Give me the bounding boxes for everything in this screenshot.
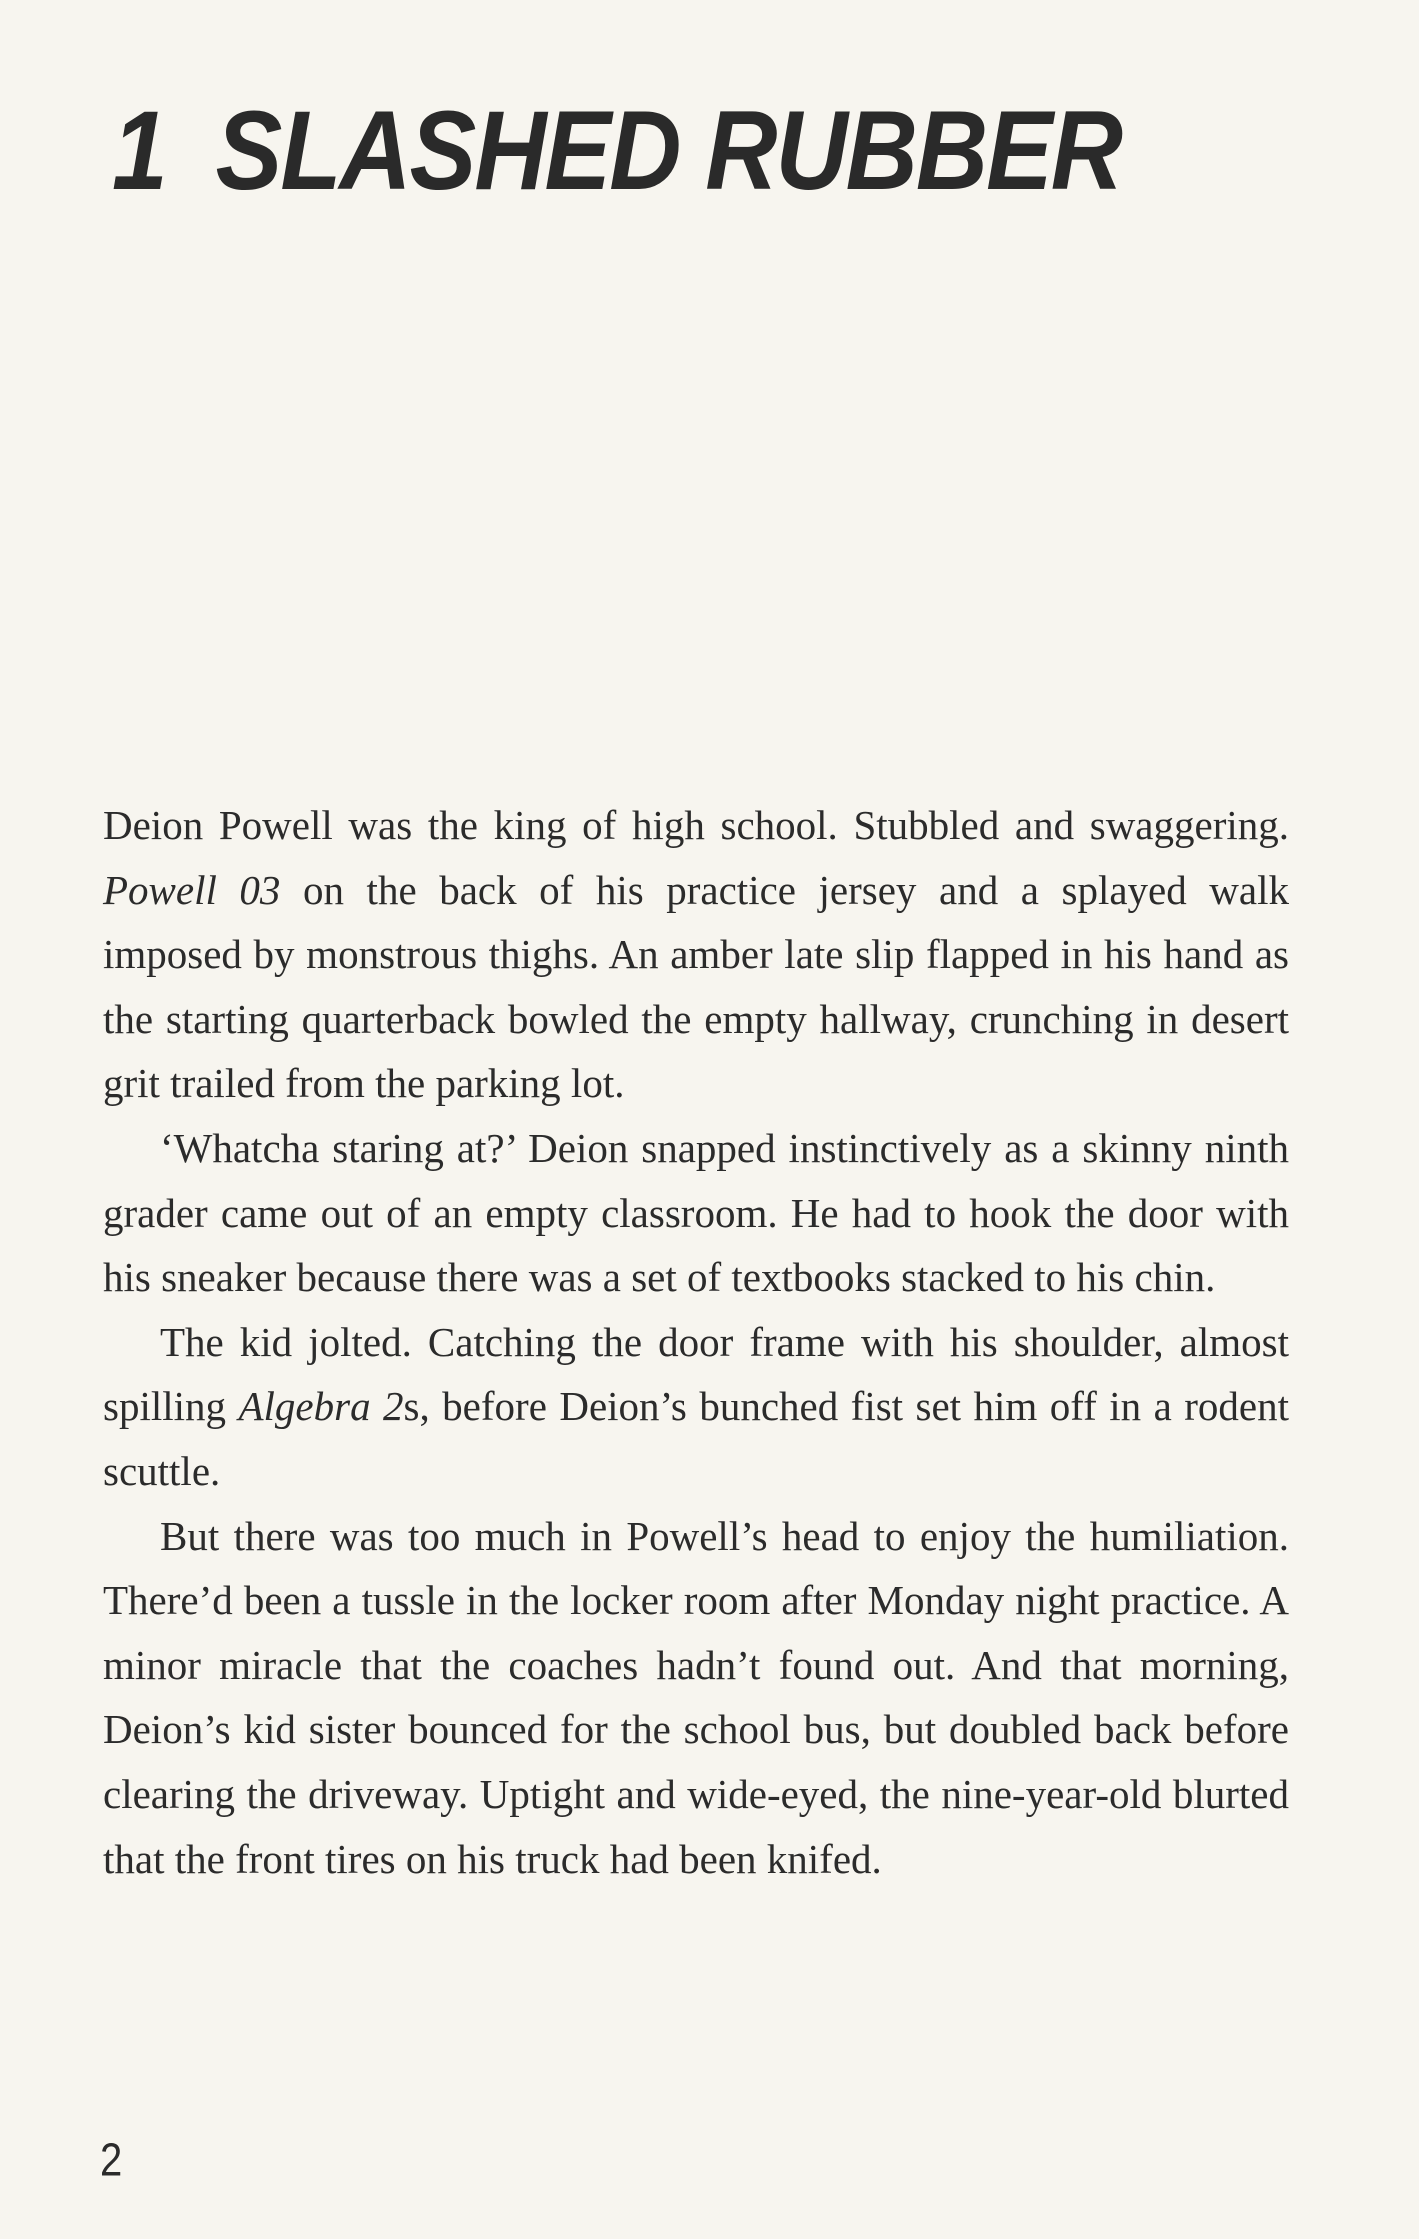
book-title-italic: Algebra 2 [238,1383,404,1430]
page-number: 2 [100,2135,123,2186]
paragraph-1-text-end: on the back of his practice jersey and a splayed walk imposed by monstrous thighs. An amber late slip flapped in his hand as the starting quarterback bowled the empty hallway, crunching in desert grit trailed from the parking lot. [103,866,1289,1107]
paragraph-3-text-start: The kid jolted. Catching the door frame with his shoulder, almost spilling [103,1318,1289,1430]
jersey-name-italic: Powell 03 [103,866,281,913]
paragraph-4: But there was too much in Powell’s head to enjoy the humiliation. There’d been a tussle in the locker room after Monday night practice. A minor miracle that the coaches hadn’t found out. And that morning, Deion’s kid sister bounced for the school bus, but doubled back before clearing the driveway. Uptight and wide-eyed, the nine-year-old blurted that the front tires on his truck had been knifed. [103,1512,1289,1882]
chapter-title: SLASHED RUBBER [215,88,1122,214]
chapter-heading [112,88,1122,214]
chapter-body [103,793,1289,1891]
paragraph-3 [103,1310,1289,1504]
chapter-number: 1 [112,88,166,214]
paragraph-1 [103,793,1289,1116]
paragraph-1-text-start: Deion Powell was the king of high school. Stubbled and swaggering. [103,802,1289,848]
paragraph-2: ‘Whatcha staring at?’ Deion snapped instinctively as a skinny ninth grader came out of an empty classroom. He had to hook the door with his sneaker because there was a set of textbooks stacked to his chin. [103,1124,1289,1301]
paragraph-3-text-end: s, before Deion’s bunched fist set him off in a rodent scuttle. [103,1383,1289,1494]
